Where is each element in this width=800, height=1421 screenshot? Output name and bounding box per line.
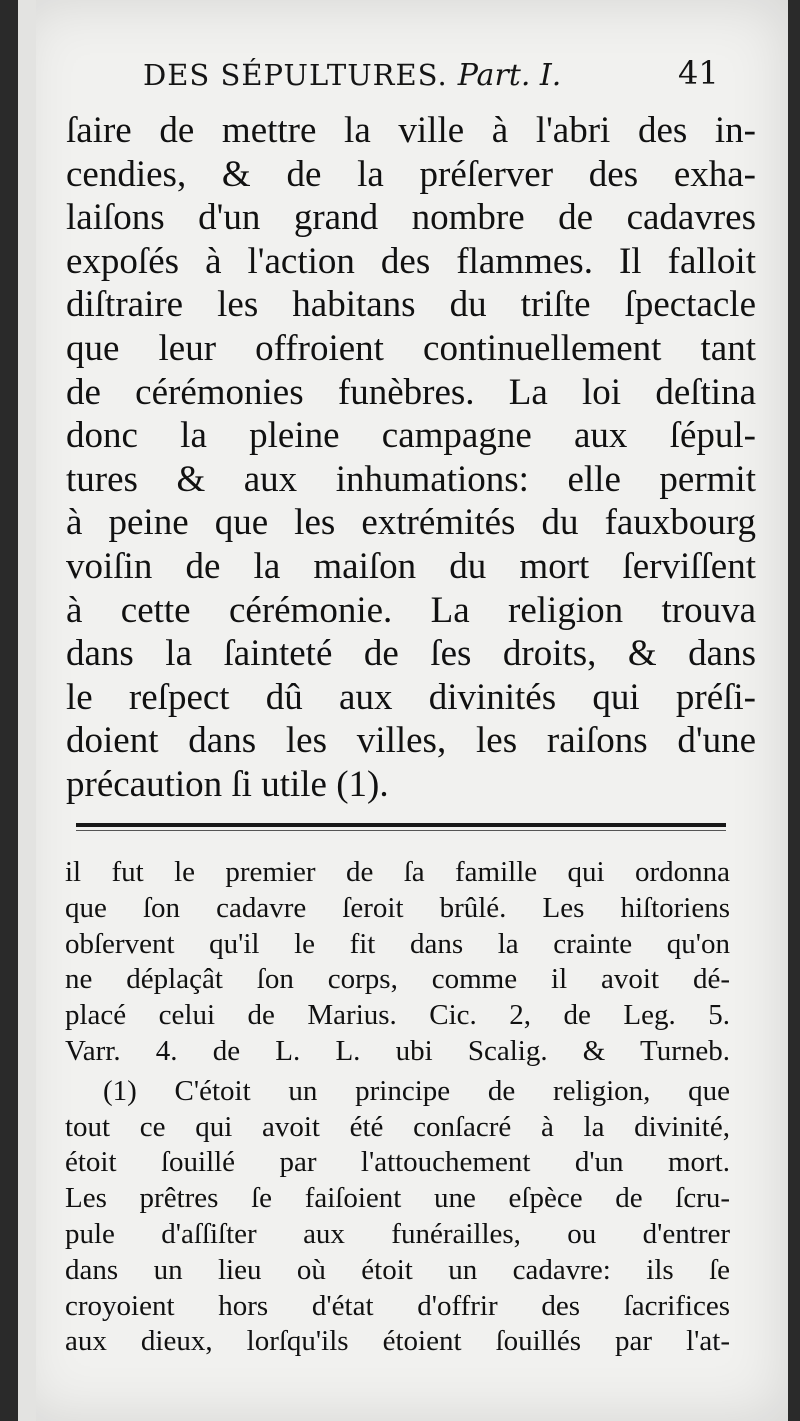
running-head-part: Part. I.	[457, 58, 562, 93]
footnote-line: ne déplaçât ſon corps, comme il avoit dé-	[65, 963, 730, 996]
running-head-title: DES SÉPULTURES.	[143, 58, 448, 92]
footnote-line: pule d'aſſiſter aux funérailles, ou d'entrer	[65, 1217, 730, 1250]
main-text-line: dans la ſainteté de ſes droits, & dans	[66, 633, 756, 675]
footnote-line: tout ce qui avoit été conſacré à la divinité,	[65, 1110, 730, 1143]
main-text-line: précaution ſi utile (1).	[66, 763, 389, 805]
page-number: 41	[678, 54, 719, 92]
main-text-line: doient dans les villes, les raiſons d'une	[66, 720, 756, 762]
main-text-line: à cette cérémonie. La religion trouva	[66, 589, 756, 631]
footnote-line: dans un lieu où étoit un cadavre: ils ſe	[65, 1253, 730, 1286]
main-text-block	[66, 109, 756, 807]
footnote-separator-rule	[76, 823, 726, 827]
footnote-line: aux dieux, lorſqu'ils étoient ſouillés par l'at-	[65, 1325, 730, 1358]
main-text-line: laiſons d'un grand nombre de cadavres	[66, 197, 756, 239]
footnote-line: obſervent qu'il le fit dans la crainte qu'on	[65, 927, 730, 960]
main-text-line: à peine que les extrémités du fauxbourg	[66, 502, 756, 544]
page-binding-edge	[18, 0, 36, 1421]
main-text-line: tures & aux inhumations: elle permit	[66, 458, 756, 500]
main-text-line: diſtraire les habitans du triſte ſpectacle	[66, 284, 756, 326]
main-text-line: le reſpect dû aux divinités qui préſi-	[66, 676, 756, 718]
main-text-line: voiſin de la maiſon du mort ſerviſſent	[66, 545, 756, 587]
main-text-line: donc la pleine campagne aux ſépul-	[66, 415, 756, 457]
footnote-line: il fut le premier de ſa famille qui ordonna	[65, 856, 730, 888]
running-header	[143, 58, 561, 93]
main-text-line: que leur offroient continuellement tant	[66, 327, 756, 369]
main-text-line: ſaire de mettre la ville à l'abri des in-	[66, 110, 756, 151]
footnote-line: que ſon cadavre ſeroit brûlé. Les hiſtoriens	[65, 891, 730, 924]
book-page	[18, 0, 788, 1421]
footnote-line: (1) C'étoit un principe de religion, que	[103, 1074, 730, 1107]
main-text-line: expoſés à l'action des flammes. Il falloit	[66, 240, 756, 282]
footnotes-block	[65, 855, 730, 1360]
main-text-line: de cérémonies funèbres. La loi deſtina	[66, 371, 756, 413]
footnote-line: Varr. 4. de L. L. ubi Scalig. & Turneb.	[65, 1034, 730, 1067]
footnote-separator-rule-thin	[76, 830, 726, 831]
footnote-line: Les prêtres ſe faiſoient une eſpèce de ſcru-	[65, 1182, 730, 1215]
footnote-line: étoit ſouillé par l'attouchement d'un mort.	[65, 1146, 730, 1179]
footnote-line: placé celui de Marius. Cic. 2, de Leg. 5.	[65, 999, 730, 1032]
main-text-line: cendies, & de la préſerver des exha-	[66, 153, 756, 195]
footnote-line: croyoient hors d'état d'offrir des ſacrifices	[65, 1289, 730, 1322]
